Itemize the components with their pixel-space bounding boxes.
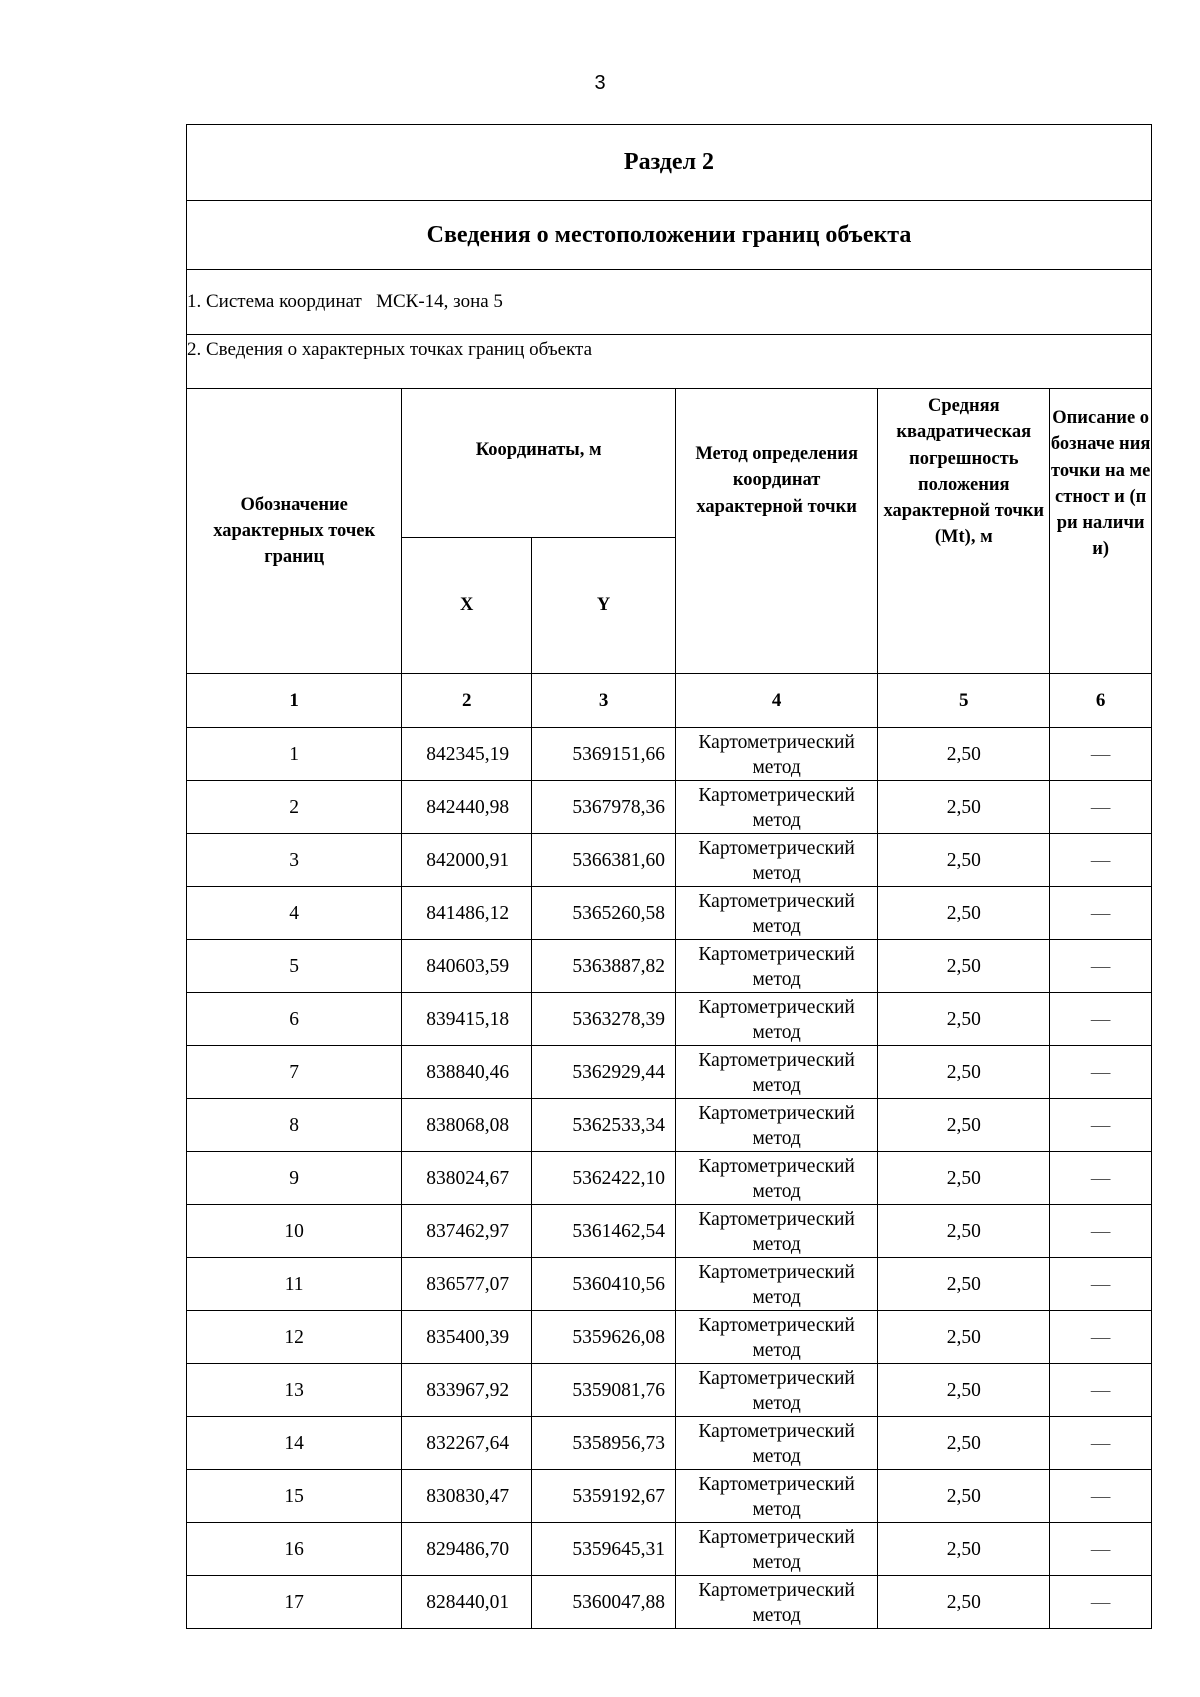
header-y: Y [532, 538, 676, 674]
description-cell: — [1050, 1470, 1152, 1523]
description-cell: — [1050, 834, 1152, 887]
description-cell: — [1050, 1099, 1152, 1152]
error-cell: 2,50 [878, 993, 1050, 1046]
method-cell: Картометрический метод [676, 1364, 878, 1417]
coord-system-value: МСК-14, зона 5 [376, 291, 503, 312]
x-cell: 838068,08 [402, 1099, 532, 1152]
y-cell: 5365260,58 [532, 887, 676, 940]
table-row [187, 1576, 1152, 1629]
column-number: 1 [187, 674, 402, 728]
table-row [187, 1364, 1152, 1417]
error-cell: 2,50 [878, 1099, 1050, 1152]
y-cell: 5369151,66 [532, 728, 676, 781]
y-cell: 5359645,31 [532, 1523, 676, 1576]
description-cell: — [1050, 1205, 1152, 1258]
column-number-row [187, 674, 1152, 728]
method-cell: Картометрический метод [676, 1311, 878, 1364]
y-cell: 5362422,10 [532, 1152, 676, 1205]
x-cell: 842345,19 [402, 728, 532, 781]
points-heading: 2. Сведения о характерных точках границ объекта [187, 339, 593, 360]
table-row [187, 1258, 1152, 1311]
method-cell: Картометрический метод [676, 1099, 878, 1152]
point-cell: 11 [187, 1258, 402, 1311]
table-row [187, 1205, 1152, 1258]
table-row [187, 1046, 1152, 1099]
table-row [187, 1152, 1152, 1205]
error-cell: 2,50 [878, 1205, 1050, 1258]
table-row [187, 834, 1152, 887]
y-cell: 5362533,34 [532, 1099, 676, 1152]
header-x: X [402, 538, 532, 674]
y-cell: 5366381,60 [532, 834, 676, 887]
method-cell: Картометрический метод [676, 1576, 878, 1629]
error-cell: 2,50 [878, 1417, 1050, 1470]
method-cell: Картометрический метод [676, 1205, 878, 1258]
description-cell: — [1050, 1417, 1152, 1470]
description-cell: — [1050, 887, 1152, 940]
coord-system-row [187, 270, 1152, 335]
method-cell: Картометрический метод [676, 834, 878, 887]
description-cell: — [1050, 728, 1152, 781]
point-cell: 3 [187, 834, 402, 887]
y-cell: 5363887,82 [532, 940, 676, 993]
point-cell: 1 [187, 728, 402, 781]
y-cell: 5359081,76 [532, 1364, 676, 1417]
x-cell: 842440,98 [402, 781, 532, 834]
y-cell: 5361462,54 [532, 1205, 676, 1258]
y-cell: 5363278,39 [532, 993, 676, 1046]
table-row [187, 1523, 1152, 1576]
header-description: Описание обозначе ния точки на местност и (при наличии) [1050, 389, 1152, 674]
header-error: Средняя квадратическая погрешность положения характерной точки (Mt), м [878, 389, 1050, 674]
page-number: 3 [594, 72, 606, 94]
y-cell: 5359626,08 [532, 1311, 676, 1364]
method-cell: Картометрический метод [676, 1523, 878, 1576]
description-cell: — [1050, 993, 1152, 1046]
method-cell: Картометрический метод [676, 728, 878, 781]
table-row [187, 1417, 1152, 1470]
header-point: Обозначение характерных точек границ [187, 389, 402, 674]
point-cell: 14 [187, 1417, 402, 1470]
y-cell: 5358956,73 [532, 1417, 676, 1470]
method-cell: Картометрический метод [676, 940, 878, 993]
x-cell: 838840,46 [402, 1046, 532, 1099]
table-row [187, 887, 1152, 940]
error-cell: 2,50 [878, 1311, 1050, 1364]
y-cell: 5362929,44 [532, 1046, 676, 1099]
description-cell: — [1050, 1576, 1152, 1629]
description-cell: — [1050, 1258, 1152, 1311]
method-cell: Картометрический метод [676, 887, 878, 940]
table-row [187, 993, 1152, 1046]
description-cell: — [1050, 1046, 1152, 1099]
method-cell: Картометрический метод [676, 1152, 878, 1205]
column-number: 5 [878, 674, 1050, 728]
method-cell: Картометрический метод [676, 1470, 878, 1523]
point-cell: 7 [187, 1046, 402, 1099]
error-cell: 2,50 [878, 1258, 1050, 1311]
description-cell: — [1050, 1152, 1152, 1205]
column-number: 6 [1050, 674, 1152, 728]
error-cell: 2,50 [878, 1470, 1050, 1523]
point-cell: 9 [187, 1152, 402, 1205]
error-cell: 2,50 [878, 887, 1050, 940]
description-cell: — [1050, 1364, 1152, 1417]
x-cell: 841486,12 [402, 887, 532, 940]
point-cell: 10 [187, 1205, 402, 1258]
column-number: 4 [676, 674, 878, 728]
description-cell: — [1050, 1311, 1152, 1364]
x-cell: 835400,39 [402, 1311, 532, 1364]
point-cell: 12 [187, 1311, 402, 1364]
description-cell: — [1050, 1523, 1152, 1576]
table-row [187, 781, 1152, 834]
point-cell: 5 [187, 940, 402, 993]
error-cell: 2,50 [878, 1152, 1050, 1205]
x-cell: 839415,18 [402, 993, 532, 1046]
error-cell: 2,50 [878, 1576, 1050, 1629]
method-cell: Картометрический метод [676, 993, 878, 1046]
boundary-table [186, 124, 1152, 1629]
x-cell: 838024,67 [402, 1152, 532, 1205]
section-title: Раздел 2 [187, 125, 1152, 201]
header-coords: Координаты, м [402, 389, 676, 538]
point-cell: 15 [187, 1470, 402, 1523]
description-cell: — [1050, 940, 1152, 993]
point-cell: 4 [187, 887, 402, 940]
y-cell: 5359192,67 [532, 1470, 676, 1523]
table-row [187, 1311, 1152, 1364]
x-cell: 842000,91 [402, 834, 532, 887]
error-cell: 2,50 [878, 1046, 1050, 1099]
point-cell: 13 [187, 1364, 402, 1417]
x-cell: 833967,92 [402, 1364, 532, 1417]
column-number: 2 [402, 674, 532, 728]
error-cell: 2,50 [878, 1364, 1050, 1417]
error-cell: 2,50 [878, 940, 1050, 993]
coord-system-label: 1. Система координат [187, 291, 362, 312]
error-cell: 2,50 [878, 728, 1050, 781]
table-row [187, 728, 1152, 781]
x-cell: 828440,01 [402, 1576, 532, 1629]
x-cell: 830830,47 [402, 1470, 532, 1523]
points-heading-row [187, 335, 1152, 389]
x-cell: 840603,59 [402, 940, 532, 993]
method-cell: Картометрический метод [676, 1258, 878, 1311]
y-cell: 5367978,36 [532, 781, 676, 834]
table-row [187, 940, 1152, 993]
point-cell: 17 [187, 1576, 402, 1629]
y-cell: 5360047,88 [532, 1576, 676, 1629]
x-cell: 829486,70 [402, 1523, 532, 1576]
y-cell: 5360410,56 [532, 1258, 676, 1311]
table-row [187, 1099, 1152, 1152]
x-cell: 832267,64 [402, 1417, 532, 1470]
section-subtitle: Сведения о местоположении границ объекта [187, 201, 1152, 270]
point-cell: 8 [187, 1099, 402, 1152]
column-number: 3 [532, 674, 676, 728]
point-cell: 6 [187, 993, 402, 1046]
method-cell: Картометрический метод [676, 781, 878, 834]
point-cell: 2 [187, 781, 402, 834]
x-cell: 836577,07 [402, 1258, 532, 1311]
method-cell: Картометрический метод [676, 1046, 878, 1099]
description-cell: — [1050, 781, 1152, 834]
point-cell: 16 [187, 1523, 402, 1576]
error-cell: 2,50 [878, 781, 1050, 834]
method-cell: Картометрический метод [676, 1417, 878, 1470]
header-method: Метод определения координат характерной точки [676, 389, 878, 674]
x-cell: 837462,97 [402, 1205, 532, 1258]
error-cell: 2,50 [878, 1523, 1050, 1576]
table-row [187, 1470, 1152, 1523]
error-cell: 2,50 [878, 834, 1050, 887]
